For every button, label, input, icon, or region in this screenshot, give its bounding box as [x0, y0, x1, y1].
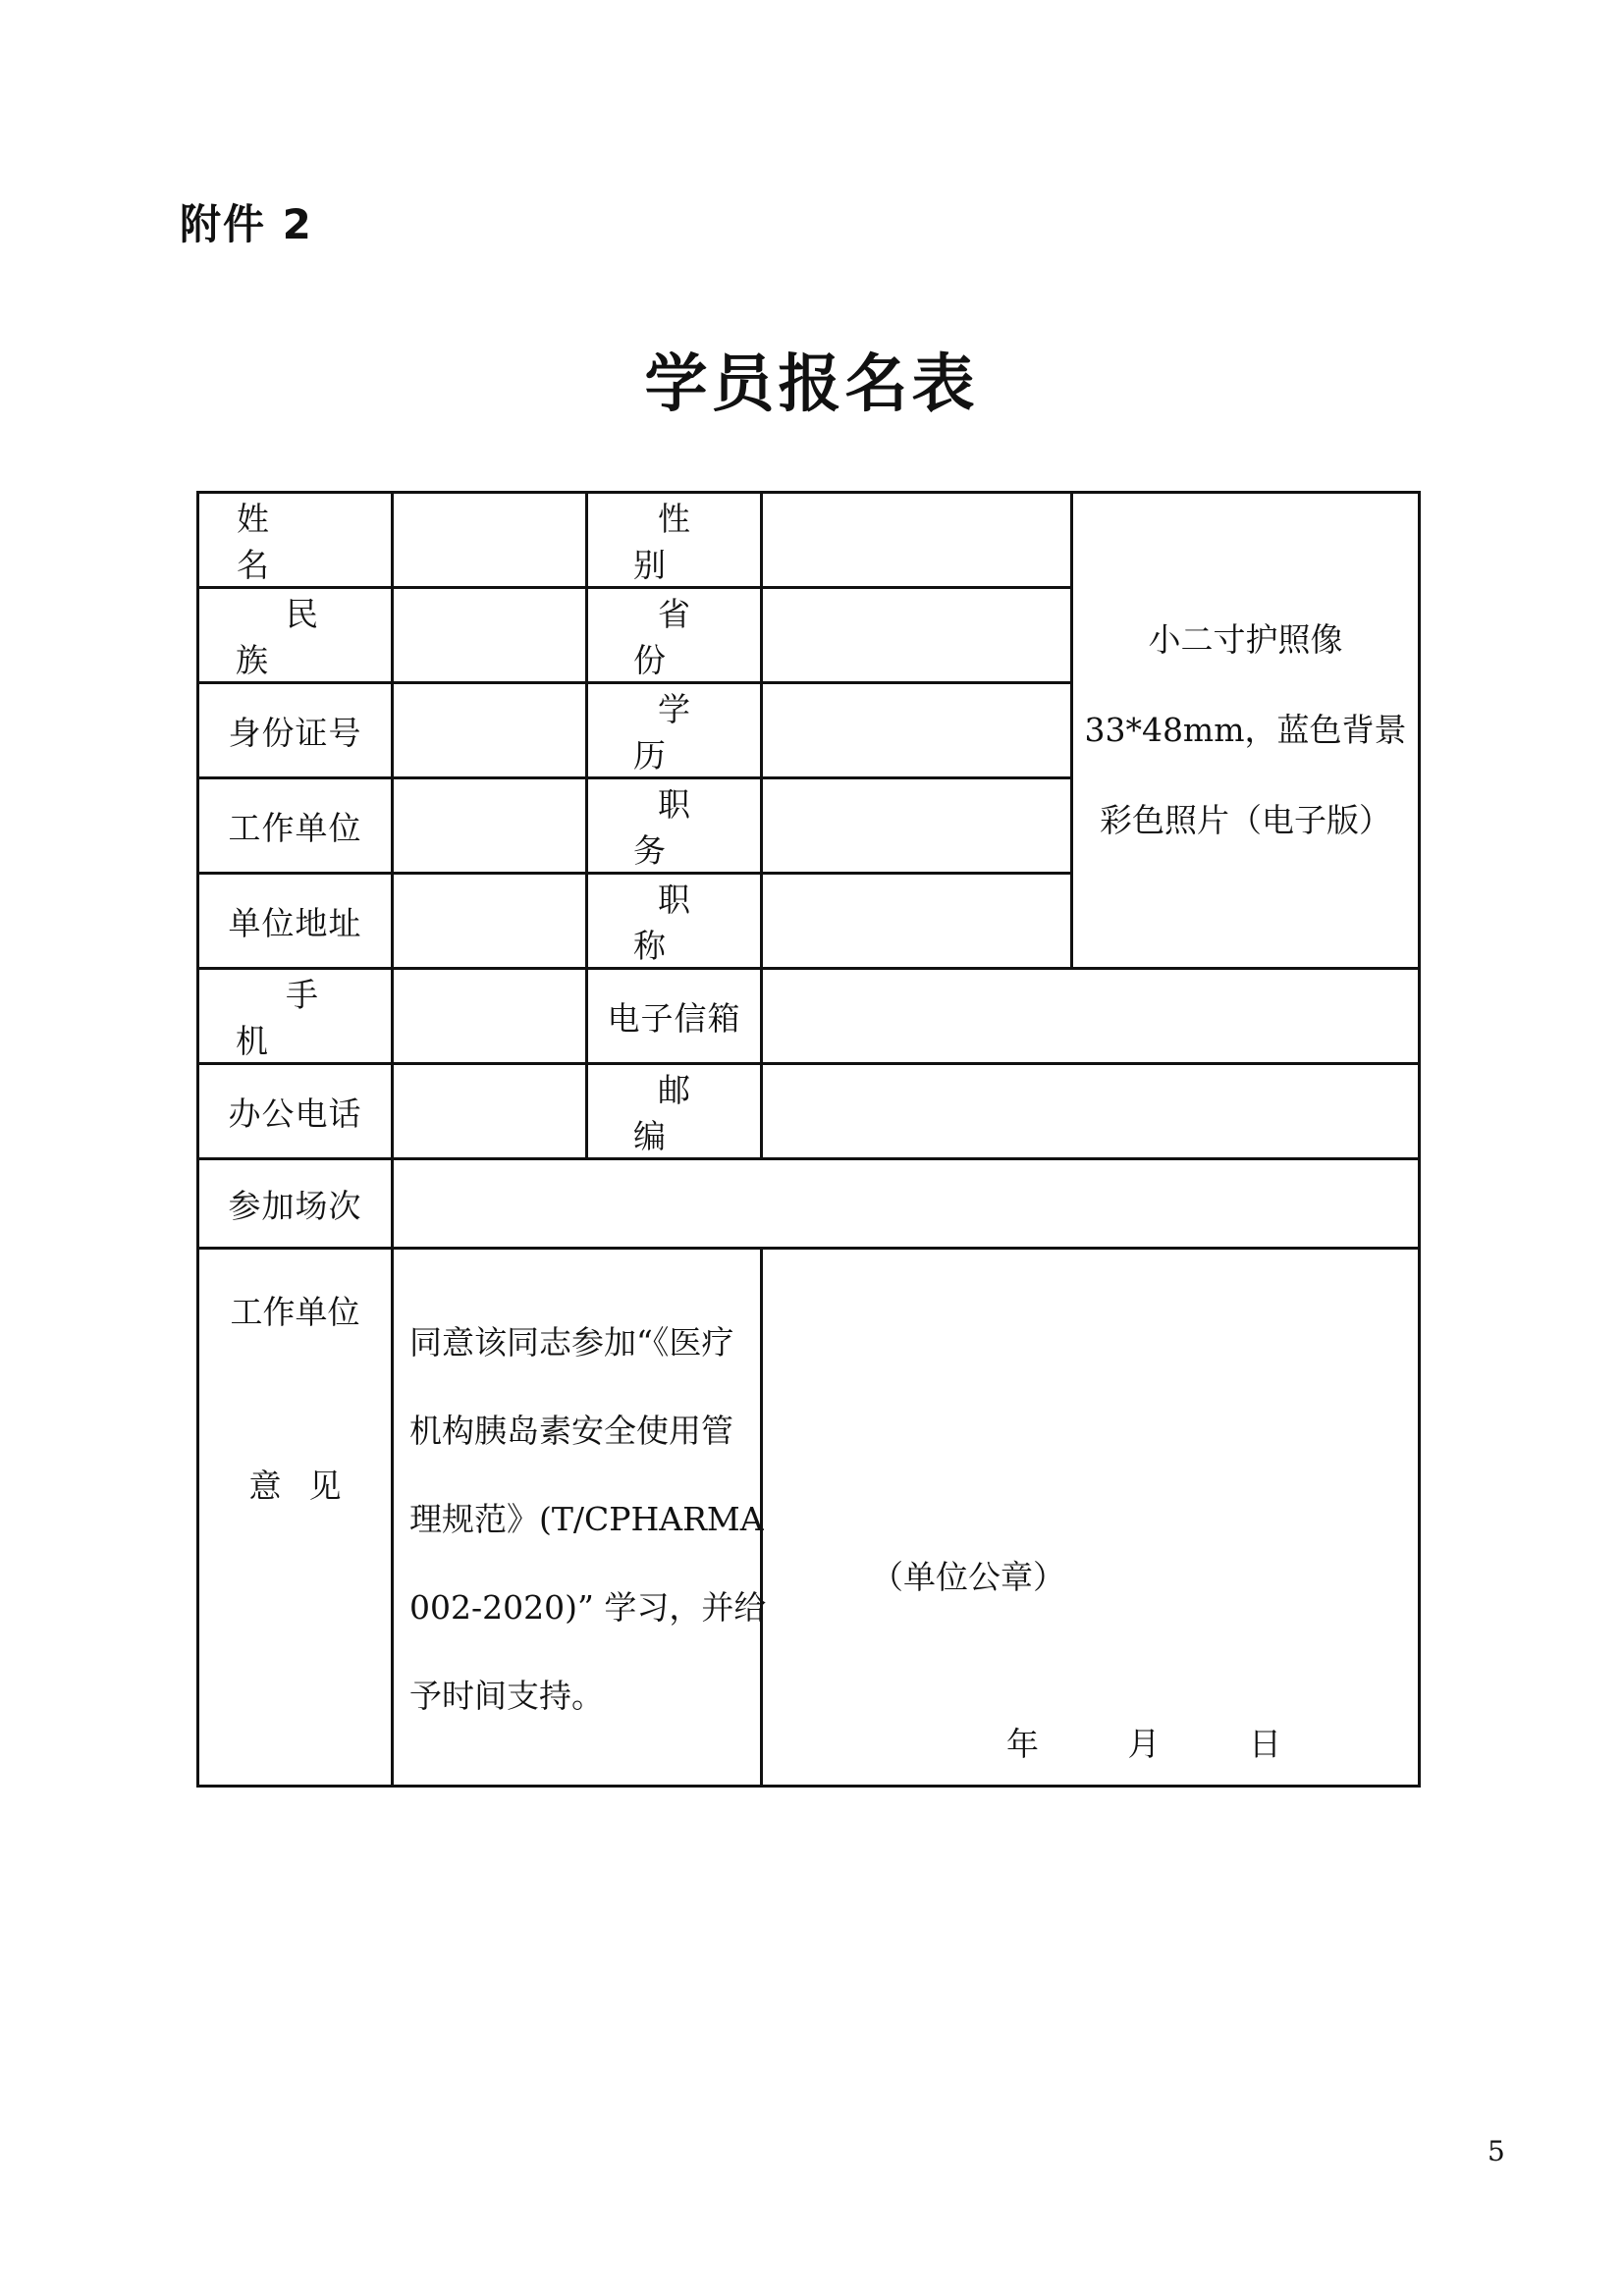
label-education-text: 学历 — [633, 690, 739, 774]
label-work-unit: 工作单位 — [198, 778, 393, 874]
field-work-unit[interactable] — [393, 778, 587, 874]
opinion-text-line: 002-2020)” 学习，并给 — [409, 1588, 767, 1627]
label-postcode — [587, 1064, 762, 1159]
form-title: 学员报名表 — [644, 347, 979, 421]
label-gender — [587, 493, 762, 588]
label-gender-text: 性别 — [633, 500, 739, 584]
field-id-number[interactable] — [393, 683, 587, 778]
label-title-rank-text: 职称 — [633, 881, 739, 965]
label-position — [587, 778, 762, 874]
seal-area[interactable] — [762, 1249, 1420, 1787]
row-mobile-email — [198, 969, 1420, 1064]
date-year: 年 — [1006, 1725, 1039, 1763]
field-email[interactable] — [762, 969, 1420, 1064]
label-email: 电子信箱 — [587, 969, 762, 1064]
opinion-text-line: 予时间支持。 — [409, 1677, 604, 1715]
opinion-text — [393, 1249, 767, 1787]
label-province — [587, 588, 762, 683]
field-ethnicity[interactable] — [393, 588, 587, 683]
row-name-gender — [198, 493, 1420, 588]
field-unit-address[interactable] — [393, 874, 587, 969]
field-province[interactable] — [762, 588, 1072, 683]
label-opinion-line1: 工作单位 — [230, 1293, 360, 1331]
field-session[interactable] — [393, 1159, 1420, 1249]
date-month: 月 — [1127, 1725, 1161, 1763]
row-session — [198, 1159, 1420, 1249]
registration-form-table — [196, 491, 1421, 1788]
label-title-rank — [587, 874, 762, 969]
photo-box[interactable] — [1072, 493, 1420, 969]
label-postcode-text: 邮编 — [633, 1071, 739, 1155]
row-opinion — [198, 1249, 1420, 1787]
field-title-rank[interactable] — [762, 874, 1072, 969]
label-opinion-line2: 意见 — [248, 1467, 369, 1505]
signing-date — [1006, 1719, 1281, 1765]
label-unit-address: 单位地址 — [198, 874, 393, 969]
page-number: 5 — [1488, 2135, 1505, 2167]
photo-line1: 小二寸护照像 — [1148, 620, 1343, 659]
unit-seal-label: （单位公章） — [871, 1558, 1065, 1596]
field-mobile[interactable] — [393, 969, 587, 1064]
label-education — [587, 683, 762, 778]
field-position[interactable] — [762, 778, 1072, 874]
opinion-text-line: 理规范》(T/CPHARMA — [409, 1500, 764, 1538]
label-mobile-text: 手机 — [236, 976, 405, 1060]
label-opinion — [198, 1249, 393, 1787]
field-name[interactable] — [393, 493, 587, 588]
label-session: 参加场次 — [198, 1159, 393, 1249]
label-ethnicity-text: 民族 — [236, 595, 405, 679]
label-id-number: 身份证号 — [198, 683, 393, 778]
opinion-text-line: 机构胰岛素安全使用管 — [409, 1412, 733, 1450]
field-office-phone[interactable] — [393, 1064, 587, 1159]
attachment-label: 附件 2 — [180, 200, 313, 248]
label-position-text: 职务 — [633, 785, 739, 870]
date-day: 日 — [1249, 1725, 1281, 1763]
photo-line3: 彩色照片（电子版） — [1100, 801, 1391, 839]
photo-line2: 33*48mm，蓝色背景 — [1084, 711, 1407, 749]
label-office-phone: 办公电话 — [198, 1064, 393, 1159]
label-province-text: 省份 — [633, 595, 739, 679]
field-education[interactable] — [762, 683, 1072, 778]
field-postcode[interactable] — [762, 1064, 1420, 1159]
label-name-chars: 姓名 — [237, 500, 355, 584]
row-phone-postcode — [198, 1064, 1420, 1159]
opinion-text-line: 同意该同志参加“《医疗 — [409, 1323, 734, 1362]
field-gender[interactable] — [762, 493, 1072, 588]
label-name — [198, 493, 393, 588]
label-mobile — [198, 969, 405, 1064]
label-ethnicity — [198, 588, 405, 683]
label-name-text — [199, 494, 391, 586]
